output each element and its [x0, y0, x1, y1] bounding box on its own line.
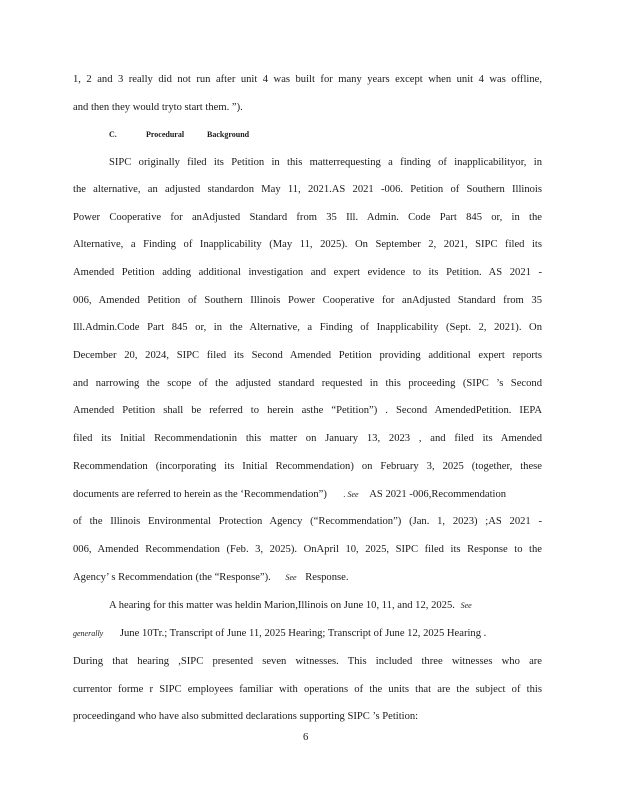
text-line: of the Illinois Environmental Protection Agency (“Recommendation”) (Jan. 1, 2023) ;AS 2021 -: [73, 516, 542, 527]
citation-signal: See: [460, 601, 472, 610]
text-line: [73, 488, 506, 502]
text-line: [109, 599, 472, 613]
text-line: the alternative, an adjusted standardon May 11, 2021.AS 2021 -006. Petition of Southern Illinois: [73, 184, 542, 195]
text-line: Power Cooperative for anAdjusted Standard from 35 Ill. Admin. Code Part 845 or, in the: [73, 212, 542, 223]
citation-signal: generally: [73, 629, 104, 638]
text-line: and then they would tryto start them. ”).: [73, 102, 243, 113]
page-number: 6: [303, 732, 309, 743]
text-segment: A hearing for this matter was heldin Marion,Illinois on June 10, 11, and 12, 2025.: [109, 600, 455, 611]
text-line: Alternative, a Finding of Inapplicability (May 11, 2025). On September 2, 2021, SIPC filed its: [73, 239, 542, 250]
text-line: SIPC originally filed its Petition in this matterrequesting a finding of inapplicabilityor, in: [109, 157, 542, 168]
text-segment: Response.: [305, 572, 349, 583]
section-heading-word: Procedural: [146, 130, 185, 139]
section-letter: C.: [109, 130, 117, 139]
text-line: currentor forme r SIPC employees familiar with operations of the units that are the subject of this: [73, 684, 542, 695]
text-segment: AS 2021 -006,Recommendation: [369, 489, 507, 500]
text-line: Ill.Admin.Code Part 845 or, in the Alternative, a Finding of Inapplicability (Sept. 2, 2021). On: [73, 322, 542, 333]
text-line: [73, 627, 486, 641]
text-line: filed its Initial Recommendationin this matter on January 13, 2023 , and filed its Amended: [73, 433, 542, 444]
text-segment: Agency’ s Recommendation (the “Response”).: [73, 572, 271, 583]
citation-signal: See: [285, 573, 297, 582]
text-line: 006, Amended Recommendation (Feb. 3, 2025). OnApril 10, 2025, SIPC filed its Response to the: [73, 544, 542, 555]
text-line: and narrowing the scope of the adjusted standard requested in this proceeding (SIPC ’s Second: [73, 378, 542, 389]
text-segment: documents are referred to herein as the ‘Recommendation”): [73, 489, 327, 500]
text-line: [73, 571, 348, 585]
text-line: Recommendation (incorporating its Initial Recommendation) on February 3, 2025 (together, these: [73, 461, 542, 472]
text-line: December 20, 2024, SIPC filed its Second Amended Petition providing additional expert reports: [73, 350, 542, 361]
citation-signal: . See: [343, 490, 359, 499]
text-line: During that hearing ,SIPC presented seven witnesses. This included three witnesses who are: [73, 656, 542, 667]
text-line: 1, 2 and 3 really did not run after unit 4 was built for many years except when unit 4 was offline,: [73, 74, 542, 85]
text-line: 006, Amended Petition of Southern Illinois Power Cooperative for anAdjusted Standard from 35: [73, 295, 542, 306]
text-line: Amended Petition adding additional investigation and expert evidence to its Petition. AS 2021 -: [73, 267, 542, 278]
text-line: Amended Petition shall be referred to herein asthe “Petition”) . Second AmendedPetition. IEPA: [73, 405, 542, 416]
text-line: proceedingand who have also submitted declarations supporting SIPC ’s Petition:: [73, 711, 419, 722]
text-segment: June 10Tr.; Transcript of June 11, 2025 Hearing; Transcript of June 12, 2025 Hearing .: [119, 628, 487, 639]
section-heading-word: Background: [207, 130, 250, 139]
